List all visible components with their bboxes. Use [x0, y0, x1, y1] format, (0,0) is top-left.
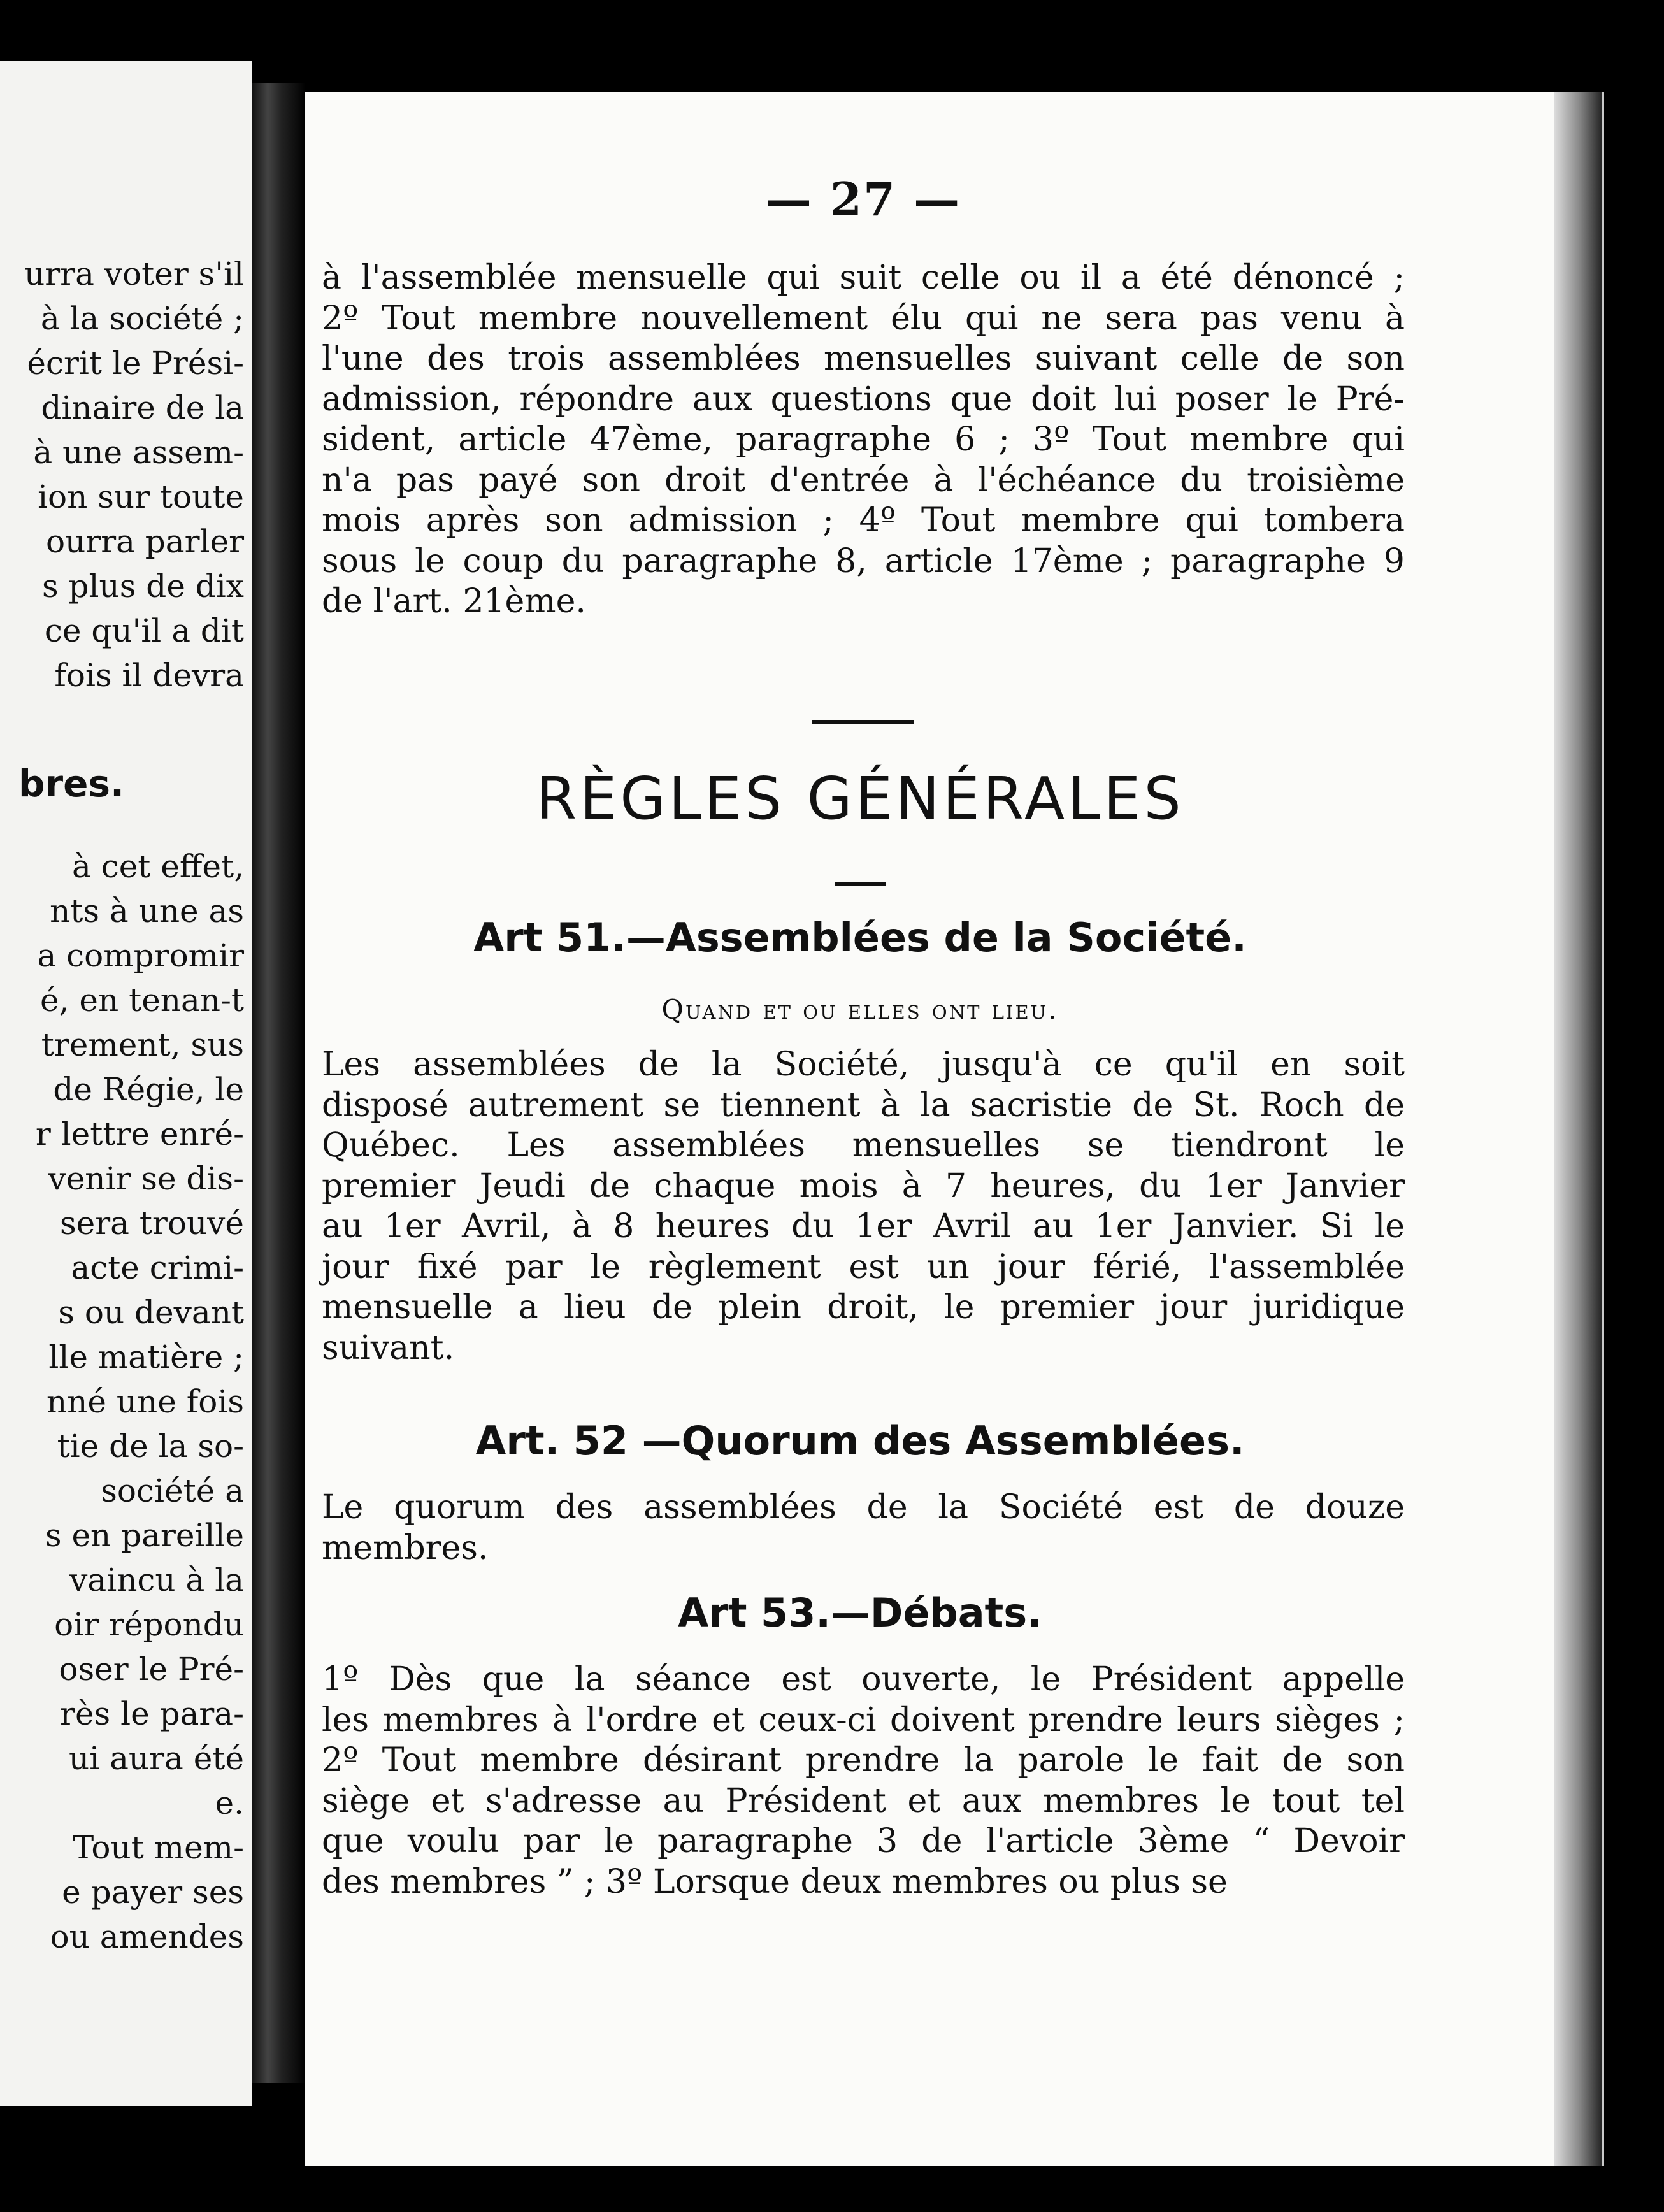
- left-page-line: lle matière ;: [48, 1339, 244, 1375]
- intro-line: l'une des trois assemblées mensuelles suivant celle de son: [322, 340, 1405, 378]
- intro-line: à l'assemblée mensuelle qui suit celle ou il a été dénoncé ;: [322, 259, 1405, 297]
- article-52-body: [322, 1488, 1405, 1569]
- article-51-body: [322, 1045, 1405, 1368]
- article-51-line: jour fixé par le règlement est un jour férié, l'assemblée: [322, 1247, 1405, 1286]
- left-page-line: s en pareille: [45, 1517, 244, 1554]
- article-53-body: [322, 1660, 1405, 1902]
- article-51-subtitle: Quand et ou elles ont lieu.: [661, 994, 1059, 1025]
- left-page-line: a compromir: [37, 937, 244, 974]
- article-51-line: mensuelle a lieu de plein droit, le premier jour juridique: [322, 1288, 1405, 1326]
- left-page-line: ce qu'il a dit: [44, 612, 244, 649]
- left-page-line: tie de la so-: [57, 1428, 244, 1465]
- left-page-line: e payer ses: [62, 1874, 244, 1911]
- left-page-line: nné une fois: [46, 1383, 244, 1420]
- article-53-line: les membres à l'ordre et ceux-ci doivent prendre leurs sièges ;: [322, 1700, 1405, 1739]
- left-page-line: nts à une as: [50, 893, 244, 930]
- left-page-line: s ou devant: [58, 1294, 244, 1331]
- left-page-line: société a: [101, 1472, 244, 1509]
- left-page-line: oser le Pré-: [59, 1651, 244, 1688]
- page-edge: [1554, 92, 1602, 2166]
- divider-rule-small: [835, 882, 886, 886]
- article-53-line: des membres ” ; 3º Lorsque deux membres ou plus se: [322, 1862, 1228, 1901]
- divider-rule-top: [812, 720, 914, 724]
- left-page-line: ion sur toute: [38, 478, 244, 515]
- article-51-line: suivant.: [322, 1328, 455, 1367]
- left-page-line: dinaire de la: [41, 389, 244, 426]
- article-51-title: Art 51.—Assemblées de la Société.: [473, 914, 1247, 961]
- left-page-line: ui aura été: [69, 1740, 244, 1777]
- book-spine: [252, 83, 306, 2083]
- article-51-line: premier Jeudi de chaque mois à 7 heures, du 1er Janvier: [322, 1167, 1405, 1205]
- section-title: RÈGLES GÉNÉRALES: [536, 765, 1184, 833]
- article-53-line: siège et s'adresse au Président et aux membres le tout tel: [322, 1781, 1405, 1820]
- article-53-title: Art 53.—Débats.: [678, 1590, 1042, 1636]
- left-page-line: oir répondu: [54, 1606, 244, 1643]
- intro-line: 2º Tout membre nouvellement élu qui ne sera pas venu à: [322, 299, 1405, 338]
- article-52-line: membres.: [322, 1528, 489, 1567]
- article-51-line: Québec. Les assemblées mensuelles se tiendront le: [322, 1126, 1405, 1165]
- left-page-line: à la société ;: [40, 300, 244, 337]
- left-page-line: de Régie, le: [53, 1071, 244, 1108]
- left-page-line: vaincu à la: [69, 1562, 244, 1598]
- left-page-line: r lettre enré-: [35, 1116, 244, 1153]
- left-page-line: écrit le Prési-: [27, 345, 244, 382]
- intro-line: mois après son admission ; 4º Tout membre qui tombera: [322, 501, 1405, 540]
- left-page-line: é, en tenan-t: [40, 982, 244, 1019]
- article-51-line: au 1er Avril, à 8 heures du 1er Avril au 1er Janvier. Si le: [322, 1207, 1405, 1246]
- page-number: — 27 —: [765, 172, 961, 226]
- left-page-line: ou amendes: [50, 1918, 244, 1955]
- left-page-line: sera trouvé: [60, 1205, 244, 1242]
- left-page-line: fois il devra: [54, 657, 244, 694]
- left-page-line: trement, sus: [41, 1026, 244, 1063]
- article-52-title: Art. 52 —Quorum des Assemblées.: [475, 1418, 1245, 1464]
- article-53-line: 2º Tout membre désirant prendre la parole le fait de son: [322, 1741, 1405, 1779]
- article-51-line: disposé autrement se tiennent à la sacristie de St. Roch de: [322, 1086, 1405, 1124]
- intro-paragraph: [322, 258, 1405, 622]
- left-page-line: Tout mem-: [72, 1829, 244, 1866]
- left-page-line: e.: [215, 1785, 244, 1821]
- intro-line: de l'art. 21ème.: [322, 582, 586, 621]
- left-page-line: s plus de dix: [42, 568, 244, 605]
- intro-line: n'a pas payé son droit d'entrée à l'échéance du troisième: [322, 461, 1405, 499]
- article-51-line: Les assemblées de la Société, jusqu'à ce qu'il en soit: [322, 1045, 1405, 1084]
- left-page-line: rès le para-: [60, 1695, 244, 1732]
- left-page-line: bres.: [18, 762, 124, 805]
- left-page-line: ourra parler: [45, 523, 244, 560]
- article-52-line: Le quorum des assemblées de la Société est de douze: [322, 1488, 1405, 1526]
- left-page: [0, 61, 252, 2106]
- intro-line: sous le coup du paragraphe 8, article 17ème ; paragraphe 9: [322, 542, 1405, 580]
- left-page-line: à une assem-: [33, 434, 244, 471]
- left-page-line: venir se dis-: [48, 1160, 244, 1197]
- left-page-line: à cet effet,: [72, 848, 244, 885]
- left-page-line: acte crimi-: [71, 1249, 244, 1286]
- left-page-line: urra voter s'il: [24, 255, 244, 292]
- intro-line: sident, article 47ème, paragraphe 6 ; 3º Tout membre qui: [322, 420, 1405, 459]
- article-53-line: que voulu par le paragraphe 3 de l'article 3ème “ Devoir: [322, 1822, 1405, 1860]
- intro-line: admission, répondre aux questions que doit lui poser le Pré-: [322, 380, 1405, 419]
- article-53-line: 1º Dès que la séance est ouverte, le Président appelle: [322, 1660, 1405, 1698]
